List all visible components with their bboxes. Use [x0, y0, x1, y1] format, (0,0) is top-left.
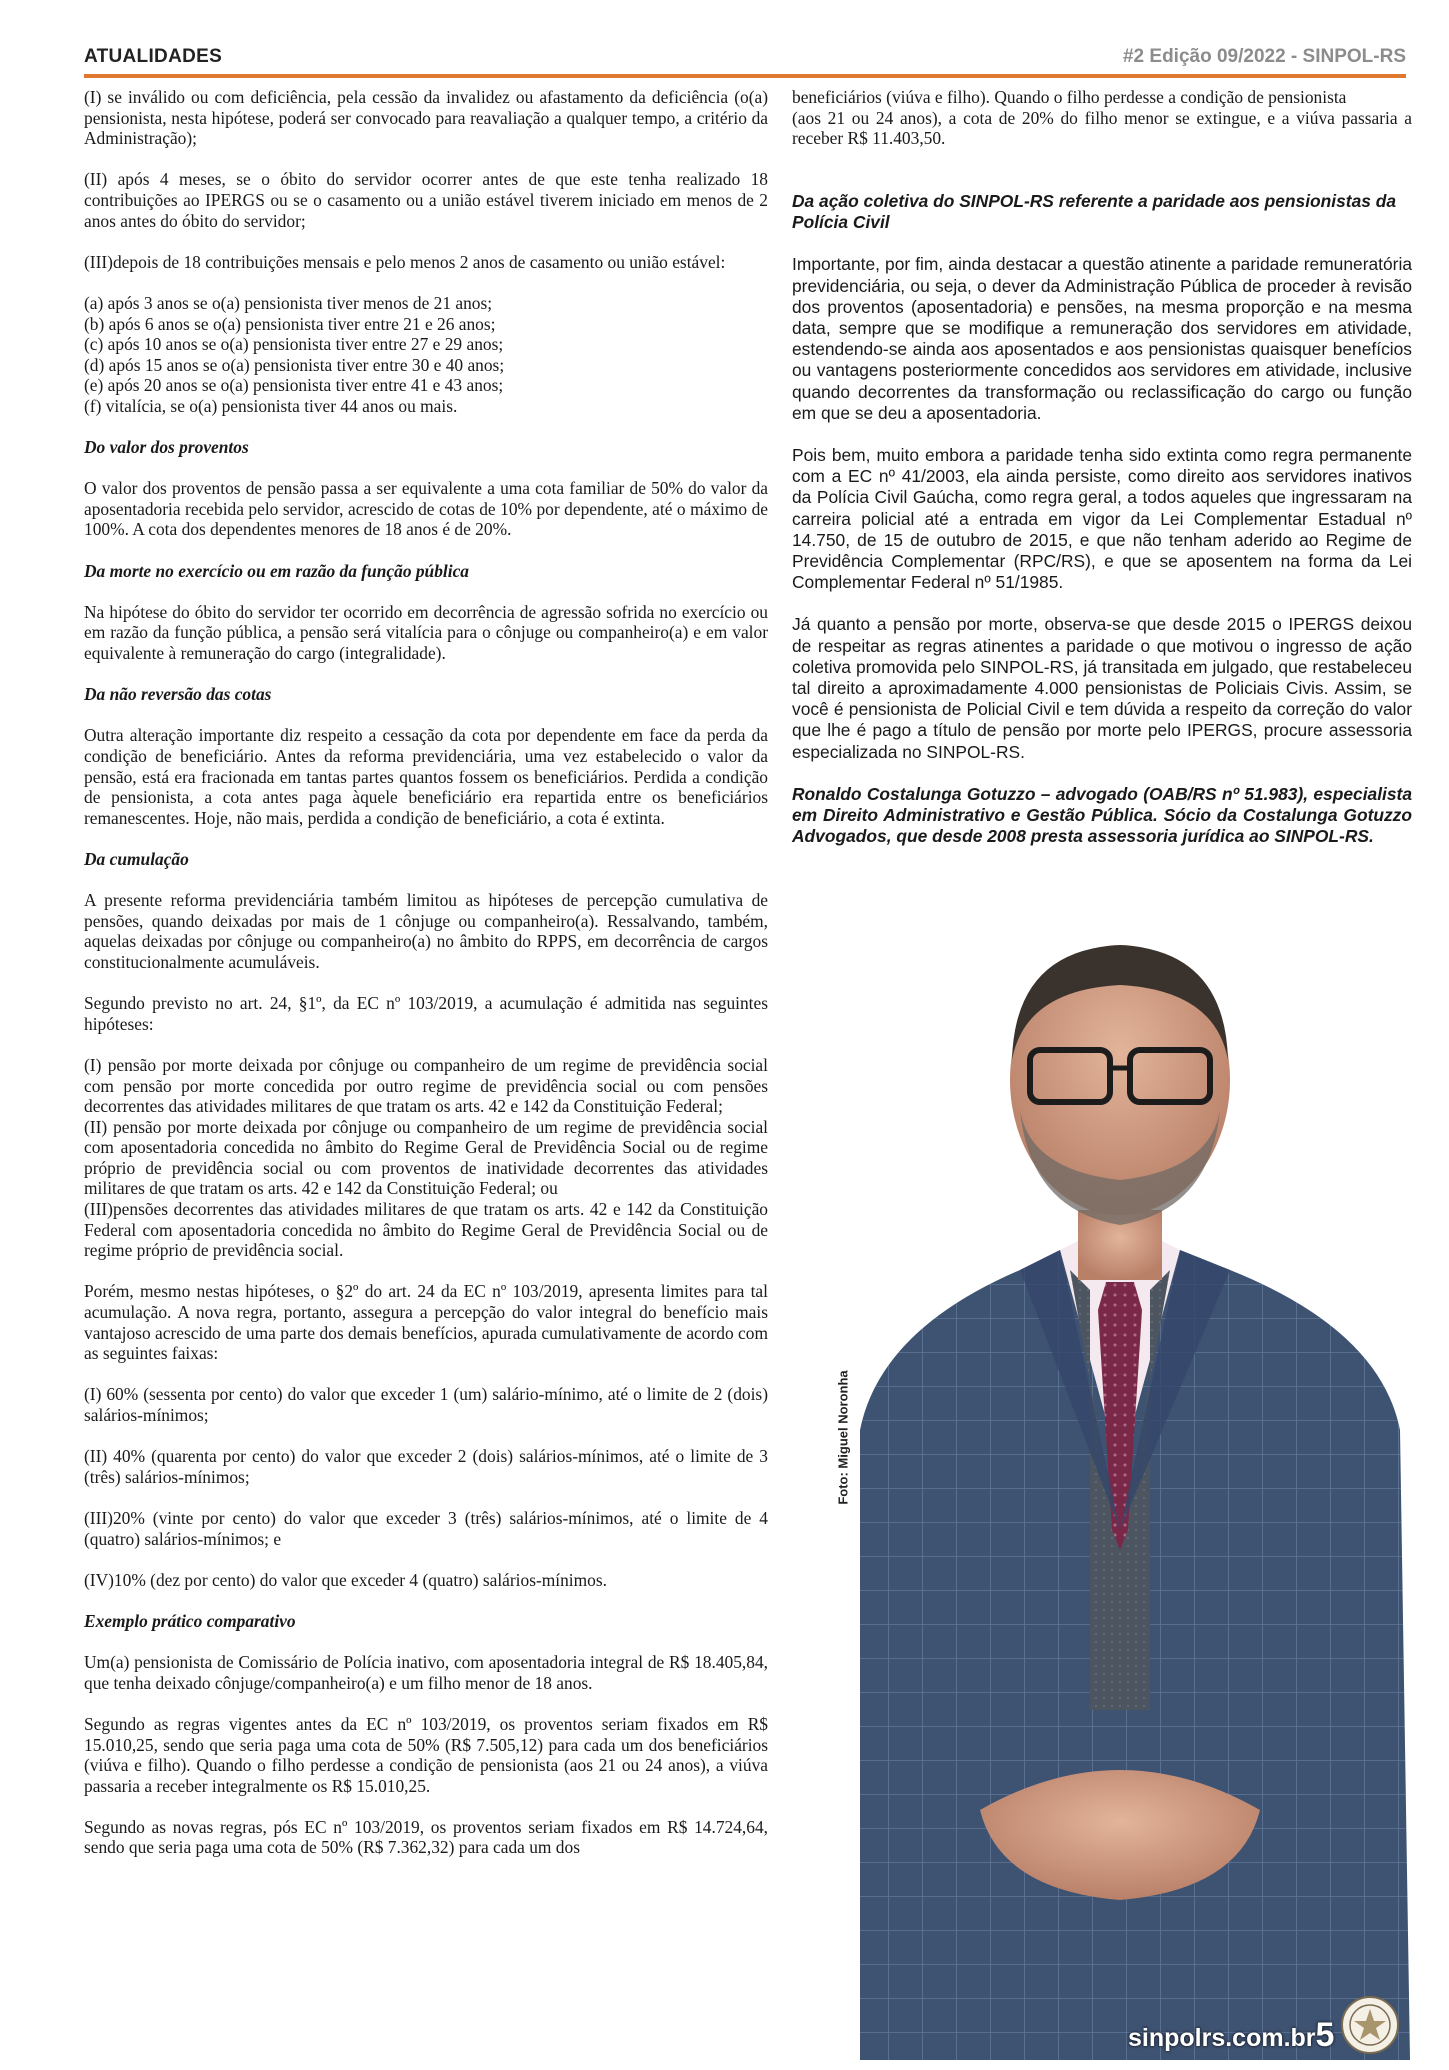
list-item: (f) vitalícia, se o(a) pensionista tiver 44 anos ou mais.	[84, 395, 458, 416]
section-heading: Do valor dos proventos	[84, 437, 249, 458]
section-heading: Da cumulação	[84, 848, 189, 869]
list-item: (c) após 10 anos se o(a) pensionista tiver entre 27 e 29 anos;	[84, 334, 504, 355]
sinpol-seal-icon	[1340, 1995, 1400, 2055]
paragraph: (I) pensão por morte deixada por cônjuge ou companheiro de um regime de previdência social com pensão por morte concedida por outro regime de previdência social ou com pensões decorrentes das atividades militares de que tratam os arts. 42 e 142 da Constituição Federal;	[84, 1054, 768, 1117]
paragraph: Outra alteração importante diz respeito a cessação da cota por dependente em face da perda da condição de beneficiário. Antes da reforma previdenciária, uma vez estabelecido o valor da pensão, está era fracionada em tantas partes quantos fossem os beneficiários. Perdida a condição de pensionista, a cota antes paga àquele beneficiário era repartida entre os beneficiários remanescentes. Hoje, não mais, perdida a condição de beneficiário, a cota é extinta.	[84, 725, 768, 828]
paragraph: A presente reforma previdenciária também limitou as hipóteses de percepção cumulativa de pensões, quando deixadas por mais de 1 cônjuge ou companheiro(a). Ressalvando, também, aquelas deixadas por cônjuge ou companheiro(a) no âmbito do RPPS, em decorrência de cargos constitucionalmente acumuláveis.	[84, 890, 768, 972]
paragraph: Segundo as novas regras, pós EC nº 103/2019, os proventos seriam fixados em R$ 14.724,64, sendo que seria paga uma cota de 50% (R$ 7.362,32) para cada um dos	[84, 1816, 768, 1858]
list-item: (a) após 3 anos se o(a) pensionista tiver menos de 21 anos;	[84, 292, 493, 313]
author-bio: Ronaldo Costalunga Gotuzzo – advogado (OAB/RS nº 51.983), especialista em Direito Administrativo e Gestão Pública. Sócio da Costalunga Gotuzzo Advogados, que desde 2008 presta assessoria jurídica ao SINPOL-RS.	[792, 783, 1412, 847]
section-title: ATUALIDADES	[84, 46, 223, 67]
paragraph: Porém, mesmo nestas hipóteses, o §2º do art. 24 da EC nº 103/2019, apresenta limites para tal acumulação. A nova regra, portanto, assegura a percepção do valor integral do benefício mais vantajoso acrescido de uma parte dos demais benefícios, apurada cumulativamente de acordo com as seguintes faixas:	[84, 1281, 768, 1364]
page-header	[84, 44, 1406, 74]
paragraph: Segundo as regras vigentes antes da EC nº 103/2019, os proventos seriam fixados em R$ 15.010,25, sendo que seria paga uma cota de 50% (R$ 7.505,12) para cada um dos beneficiários (viúva e filho). Quando o filho perdesse a condição de pensionista (aos 21 ou 24 anos), a viúva passaria a receber integralmente os R$ 15.010,25.	[84, 1713, 768, 1796]
age-list	[84, 293, 768, 417]
list-item: (e) após 20 anos se o(a) pensionista tiver entre 41 e 43 anos;	[84, 375, 504, 396]
left-column	[84, 87, 768, 1858]
paragraph: beneficiários (viúva e filho). Quando o filho perdesse a condição de pensionista	[792, 87, 1347, 107]
paragraph: Pois bem, muito embora a paridade tenha sido extinta como regra permanente com a EC nº 41/2003, ela ainda persiste, como direito aos servidores inativos da Polícia Civil Gaúcha, como regra geral, a todos aqueles que ingressaram na carreira policial até a entrada em vigor da Lei Complementar Estadual nº 14.750, de 15 de outubro de 2015, e que não tenham aderido ao Regime de Previdência Complementar (RPC/RS), e que se aposentem na forma da Lei Complementar Federal nº 51/1985.	[792, 445, 1412, 593]
section-heading: Da ação coletiva do SINPOL-RS referente a paridade aos pensionistas da Polícia Civil	[792, 191, 1397, 233]
paragraph: (II) após 4 meses, se o óbito do servidor ocorrer antes de que este tenha realizado 18 contribuições ao IPERGS ou se o casamento ou a união estável tiverem iniciado em menos de 2 anos antes do óbito do servidor;	[84, 169, 768, 231]
paragraph: Na hipótese do óbito do servidor ter ocorrido em decorrência de agressão sofrida no exercício ou em razão da função pública, a pensão será vitalícia para o cônjuge ou companheiro(a) e em valor equivalente à remuneração do cargo (integralidade).	[84, 601, 768, 664]
paragraph: (III)20% (vinte por cento) do valor que exceder 3 (três) salários-mínimos, até o limite de 4 (quatro) salários-mínimos; e	[84, 1507, 768, 1549]
paragraph: (III)depois de 18 contribuições mensais e pelo menos 2 anos de casamento ou união estável:	[84, 251, 726, 272]
paragraph: (I) se inválido ou com deficiência, pela cessão da invalidez ou afastamento da deficiência (o(a) pensionista, nesta hipótese, poderá ser convocado para reavaliação a qualquer tempo, a critério da Administração);	[84, 87, 768, 149]
portrait-illustration	[820, 910, 1420, 2060]
photo-credit-text: Foto: Miguel Noronha	[835, 1370, 851, 1505]
paragraph: Segundo previsto no art. 24, §1º, da EC nº 103/2019, a acumulação é admitida nas seguintes hipóteses:	[84, 993, 768, 1034]
edition-info: #2 Edição 09/2022 - SINPOL-RS	[1122, 46, 1406, 67]
right-column	[792, 191, 1412, 868]
paragraph: Um(a) pensionista de Comissário de Polícia inativo, com aposentadoria integral de R$ 18.405,84, que tenha deixado cônjuge/companheiro(a) e um filho menor de 18 anos.	[84, 1652, 768, 1693]
section-heading: Exemplo prático comparativo	[84, 1610, 296, 1631]
paragraph: (II) pensão por morte deixada por cônjuge ou companheiro de um regime de previdência social com aposentadoria concedida no âmbito do Regime Geral de Previdência Social ou de regime próprio de previdência social ou com proventos de inatividade decorrentes das atividades militares de que tratam os arts. 42 e 142 da Constituição Federal; ou	[84, 1116, 768, 1199]
paragraph: Importante, por fim, ainda destacar a questão atinente a paridade remuneratória previdenciária, ou seja, o dever da Administração Pública de proceder à revisão dos proventos (aposentadoria) e pensões, na mesma proporção e na mesma data, sempre que se modifique a remuneração dos servidores em atividade, estendendo-se ainda aos aposentados e aos pensionistas quaisquer benefícios ou vantagens posteriormente concedidos aos servidores em atividade, inclusive quando decorrentes da transformação ou reclassificação do cargo ou função em que se deu a aposentadoria.	[792, 254, 1412, 423]
paragraph: O valor dos proventos de pensão passa a ser equivalente a uma cota familiar de 50% do valor da aposentadoria recebida pelo servidor, acrescido de cotas de 10% por dependente, até o máximo de 100%. A cota dos dependentes menores de 18 anos é de 20%.	[84, 478, 768, 540]
paragraph: Já quanto a pensão por morte, observa-se que desde 2015 o IPERGS deixou de respeitar as regras atinentes a paridade o que motivou o ingresso de ação coletiva promovida pelo SINPOL-RS, já transitada em julgado, que restabeleceu tal direito a aproximadamente 4.000 pensionistas de Policiais Civis. Assim, se você é pensionista de Policial Civil e tem dúvida a respeito da correção do valor que lhe é pago a título de pensão por morte pelo IPERGS, procure assessoria especializada no SINPOL-RS.	[792, 614, 1412, 762]
paragraph: (IV)10% (dez por cento) do valor que exceder 4 (quatro) salários-mínimos.	[84, 1569, 607, 1590]
right-column-continuation	[792, 87, 1412, 149]
page-number: 5	[1315, 2016, 1335, 2054]
paragraph: (aos 21 ou 24 anos), a cota de 20% do filho menor se extingue, e a viúva passaria a receber R$ 11.403,50.	[792, 107, 1412, 149]
list-item: (d) após 15 anos se o(a) pensionista tiver entre 30 e 40 anos;	[84, 354, 505, 375]
photo-credit	[828, 1355, 851, 1525]
paragraph: (III)pensões decorrentes das atividades militares de que tratam os arts. 42 e 142 da Constituição Federal com aposentadoria concedida no âmbito do Regime Geral de Previdência Social ou de regime próprio de previdência social.	[84, 1199, 768, 1261]
author-photo	[820, 910, 1420, 2060]
footer-site[interactable]	[1128, 2016, 1334, 2055]
site-url[interactable]: sinpolrs.com.br	[1128, 2024, 1316, 2052]
paragraph: (II) 40% (quarenta por cento) do valor que exceder 2 (dois) salários-mínimos, até o limite de 3 (três) salários-mínimos;	[84, 1446, 768, 1487]
paragraph: (I) 60% (sessenta por cento) do valor que exceder 1 (um) salário-mínimo, até o limite de 2 (dois) salários-mínimos;	[84, 1384, 768, 1425]
header-rule	[84, 74, 1406, 78]
section-heading: Da morte no exercício ou em razão da função pública	[84, 560, 469, 581]
section-heading: Da não reversão das cotas	[84, 684, 272, 705]
list-item: (b) após 6 anos se o(a) pensionista tiver entre 21 e 26 anos;	[84, 313, 496, 334]
